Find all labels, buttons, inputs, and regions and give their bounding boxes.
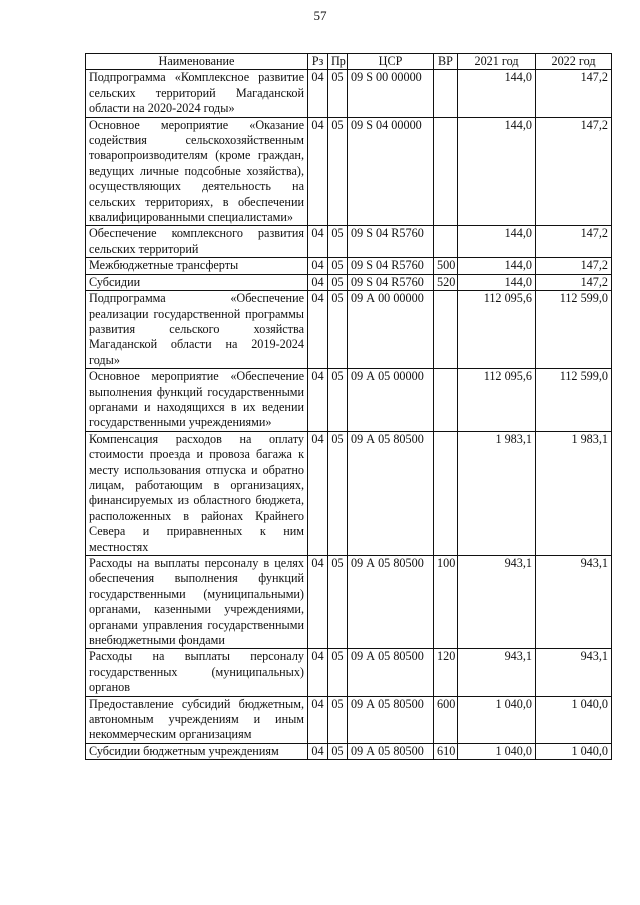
row-pr: 05 bbox=[328, 226, 348, 258]
row-rz: 04 bbox=[308, 431, 328, 555]
row-rz: 04 bbox=[308, 291, 328, 369]
row-rz: 04 bbox=[308, 117, 328, 226]
table-header-row bbox=[86, 54, 612, 70]
header-vr: ВР bbox=[434, 54, 458, 70]
row-rz: 04 bbox=[308, 226, 328, 258]
row-csr: 09 S 04 00000 bbox=[348, 117, 434, 226]
table-row bbox=[86, 649, 612, 696]
row-vr bbox=[434, 369, 458, 432]
header-pr: Пр bbox=[328, 54, 348, 70]
row-2021: 1 983,1 bbox=[458, 431, 536, 555]
row-vr: 500 bbox=[434, 258, 458, 274]
row-csr: 09 А 05 00000 bbox=[348, 369, 434, 432]
row-rz: 04 bbox=[308, 258, 328, 274]
row-csr: 09 S 04 R5760 bbox=[348, 274, 434, 290]
row-csr: 09 А 05 80500 bbox=[348, 743, 434, 759]
row-2022: 147,2 bbox=[536, 117, 612, 226]
row-name: Межбюджетные трансферты bbox=[86, 258, 308, 274]
row-2021: 144,0 bbox=[458, 226, 536, 258]
row-vr bbox=[434, 291, 458, 369]
row-2021: 144,0 bbox=[458, 274, 536, 290]
row-rz: 04 bbox=[308, 696, 328, 743]
row-pr: 05 bbox=[328, 696, 348, 743]
row-csr: 09 А 05 80500 bbox=[348, 431, 434, 555]
row-2022: 147,2 bbox=[536, 70, 612, 117]
header-year-2021: 2021 год bbox=[458, 54, 536, 70]
row-csr: 09 S 04 R5760 bbox=[348, 226, 434, 258]
table-row bbox=[86, 274, 612, 290]
row-rz: 04 bbox=[308, 743, 328, 759]
row-2022: 943,1 bbox=[536, 649, 612, 696]
row-csr: 09 А 05 80500 bbox=[348, 696, 434, 743]
row-2021: 144,0 bbox=[458, 117, 536, 226]
row-2022: 1 040,0 bbox=[536, 743, 612, 759]
row-pr: 05 bbox=[328, 431, 348, 555]
row-2022: 147,2 bbox=[536, 226, 612, 258]
row-name: Субсидии бюджетным учреждениям bbox=[86, 743, 308, 759]
row-2021: 943,1 bbox=[458, 556, 536, 649]
table-row bbox=[86, 431, 612, 555]
row-vr: 610 bbox=[434, 743, 458, 759]
row-2022: 1 040,0 bbox=[536, 696, 612, 743]
budget-table bbox=[85, 53, 612, 760]
row-pr: 05 bbox=[328, 649, 348, 696]
row-pr: 05 bbox=[328, 274, 348, 290]
row-name: Расходы на выплаты персоналу в целях обеспечения выполнения функций государственными (муниципальными) органами, казенными учреждениями, органами управления государственными внебюджетными фондами bbox=[86, 556, 308, 649]
row-vr bbox=[434, 226, 458, 258]
row-vr bbox=[434, 70, 458, 117]
row-name: Обеспечение комплексного развития сельских территорий bbox=[86, 226, 308, 258]
row-name: Подпрограмма «Обеспечение реализации государственной программы развития сельского хозяйства Магаданской области на 2019-2024 годы» bbox=[86, 291, 308, 369]
table-row bbox=[86, 70, 612, 117]
row-rz: 04 bbox=[308, 556, 328, 649]
table-row bbox=[86, 226, 612, 258]
row-2021: 943,1 bbox=[458, 649, 536, 696]
row-name: Предоставление субсидий бюджетным, автономным учреждениям и иным некоммерческим организациям bbox=[86, 696, 308, 743]
table-row bbox=[86, 369, 612, 432]
row-name: Расходы на выплаты персоналу государственных (муниципальных) органов bbox=[86, 649, 308, 696]
row-2022: 1 983,1 bbox=[536, 431, 612, 555]
row-csr: 09 А 05 80500 bbox=[348, 556, 434, 649]
row-name: Подпрограмма «Комплексное развитие сельских территорий Магаданской области на 2020-2024 годы» bbox=[86, 70, 308, 117]
row-csr: 09 А 05 80500 bbox=[348, 649, 434, 696]
row-pr: 05 bbox=[328, 556, 348, 649]
row-2021: 144,0 bbox=[458, 258, 536, 274]
row-2022: 943,1 bbox=[536, 556, 612, 649]
table-row bbox=[86, 258, 612, 274]
row-name: Основное мероприятие «Оказание содействия сельскохозяйственным товаропроизводителям (кроме граждан, ведущих личные подсобные хозяйства), осуществляющих деятельность на сельских территориях, в обеспечении квалифицированными специалистами» bbox=[86, 117, 308, 226]
table-row bbox=[86, 291, 612, 369]
row-pr: 05 bbox=[328, 291, 348, 369]
row-vr: 120 bbox=[434, 649, 458, 696]
row-name: Субсидии bbox=[86, 274, 308, 290]
row-pr: 05 bbox=[328, 258, 348, 274]
page-number: 57 bbox=[313, 8, 327, 23]
row-2021: 112 095,6 bbox=[458, 369, 536, 432]
row-csr: 09 S 04 R5760 bbox=[348, 258, 434, 274]
row-vr bbox=[434, 117, 458, 226]
row-vr: 600 bbox=[434, 696, 458, 743]
row-2021: 144,0 bbox=[458, 70, 536, 117]
row-2022: 112 599,0 bbox=[536, 369, 612, 432]
header-year-2022: 2022 год bbox=[536, 54, 612, 70]
header-csr: ЦСР bbox=[348, 54, 434, 70]
row-rz: 04 bbox=[308, 649, 328, 696]
row-rz: 04 bbox=[308, 274, 328, 290]
row-csr: 09 А 00 00000 bbox=[348, 291, 434, 369]
row-rz: 04 bbox=[308, 70, 328, 117]
row-vr bbox=[434, 431, 458, 555]
row-2022: 147,2 bbox=[536, 274, 612, 290]
table-row bbox=[86, 556, 612, 649]
header-rz: Рз bbox=[308, 54, 328, 70]
row-2021: 112 095,6 bbox=[458, 291, 536, 369]
table-row bbox=[86, 117, 612, 226]
row-rz: 04 bbox=[308, 369, 328, 432]
row-2022: 147,2 bbox=[536, 258, 612, 274]
row-pr: 05 bbox=[328, 743, 348, 759]
row-2022: 112 599,0 bbox=[536, 291, 612, 369]
row-pr: 05 bbox=[328, 117, 348, 226]
row-pr: 05 bbox=[328, 369, 348, 432]
row-pr: 05 bbox=[328, 70, 348, 117]
header-name: Наименование bbox=[86, 54, 308, 70]
row-name: Основное мероприятие «Обеспечение выполнения функций государственными органами и находящихся в их ведении государственными учреждениями» bbox=[86, 369, 308, 432]
row-csr: 09 S 00 00000 bbox=[348, 70, 434, 117]
row-2021: 1 040,0 bbox=[458, 743, 536, 759]
row-vr: 100 bbox=[434, 556, 458, 649]
row-vr: 520 bbox=[434, 274, 458, 290]
row-2021: 1 040,0 bbox=[458, 696, 536, 743]
table-row bbox=[86, 696, 612, 743]
table-row bbox=[86, 743, 612, 759]
row-name: Компенсация расходов на оплату стоимости проезда и провоза багажа к месту использования отпуска и обратно лицам, работающим в организациях, финансируемых из областного бюджета, расположенных в районах Крайнего Севера и приравненных к ним местностях bbox=[86, 431, 308, 555]
